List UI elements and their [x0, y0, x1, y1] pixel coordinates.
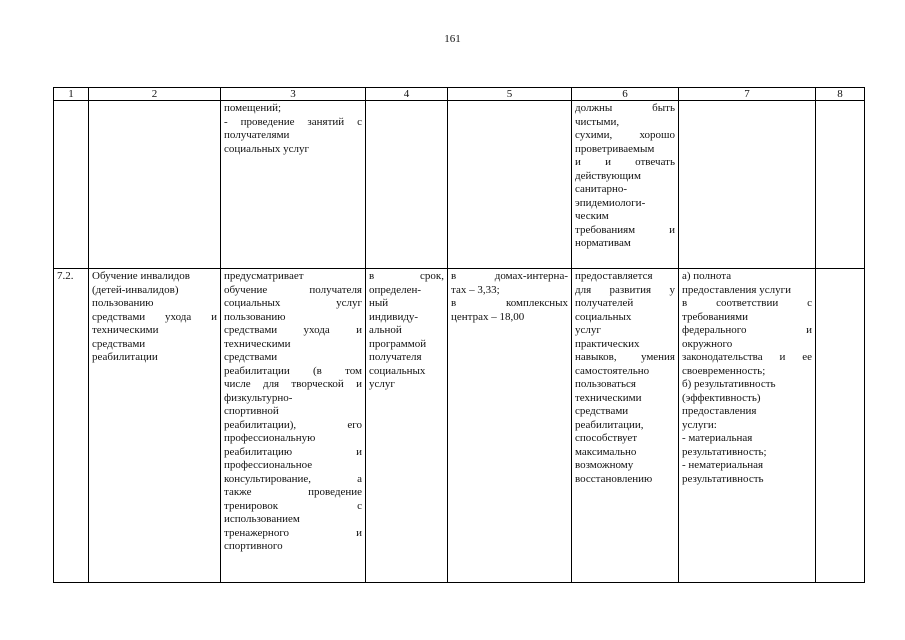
cell-text-line: требованиям и — [575, 223, 675, 236]
cell-text-line: сухими, хорошо — [575, 129, 675, 141]
row-number: 7.2. — [54, 269, 89, 583]
service-quality — [679, 269, 816, 583]
cell-text-line: тренировок с — [224, 499, 362, 512]
cell-text-line: помещений; — [224, 102, 282, 114]
cell-text-line: профессиональное — [224, 459, 313, 471]
cell-text-line: пользоваться — [575, 378, 636, 390]
cell-text-line: в срок, — [369, 270, 444, 282]
cell-text-line: спортивного — [224, 540, 283, 552]
cell-text-line: услуг — [575, 324, 601, 336]
cell-text-line: б) результативность — [682, 378, 776, 390]
cell-text-line: и и отвечать — [575, 156, 675, 168]
cell-text-line: - нематериальная — [682, 459, 764, 471]
cell-text-line: предоставления услуги — [682, 283, 791, 296]
cell-text-line: результативность — [682, 472, 764, 485]
cell-text-line: в комплексных — [451, 297, 568, 309]
service-name — [89, 269, 221, 583]
cell-text-line: реабилитации (в том — [224, 364, 362, 377]
cell-text-line: - проведение занятий с — [224, 115, 362, 128]
continuation-col3 — [221, 101, 366, 269]
cell-text-line: консультирование, а — [224, 472, 362, 485]
cell-text-line: действующим — [575, 169, 641, 182]
cell-text-line: в соответствии с — [682, 297, 812, 309]
header-cell-7: 7 — [679, 88, 816, 101]
cell-text-line: услуг — [369, 378, 395, 390]
row-7-2 — [54, 269, 865, 583]
cell-text-line: средствами ухода и — [224, 324, 362, 336]
header-cell-3: 3 — [221, 88, 366, 101]
cell-text-line: федерального и — [682, 324, 812, 336]
cell-text-line: альной — [369, 324, 402, 336]
cell-text-line: пользованию — [92, 297, 154, 309]
cell-text-line: обучение получателя — [224, 283, 362, 296]
header-row — [54, 88, 865, 101]
cell-text-line: тах – 3,33; — [451, 283, 500, 296]
continuation-col5 — [448, 101, 572, 269]
cell-text-line: средствами ухода и — [92, 310, 217, 323]
continuation-col2 — [89, 101, 221, 269]
cell-text-line: самостоятельно — [575, 364, 650, 377]
cell-text-line: в домах-интерна- — [451, 270, 568, 282]
cell-text-line: (детей-инвалидов) — [92, 283, 179, 296]
header-cell-4: 4 — [366, 88, 448, 101]
cell-text-line: результативность; — [682, 445, 767, 458]
cell-text-line: социальных — [575, 310, 632, 323]
cell-text-line: возможному — [575, 459, 634, 471]
cell-text-line: средствами — [224, 351, 278, 363]
cell-text-line: санитарно- — [575, 183, 628, 195]
cell-text-line: ный — [369, 297, 389, 309]
cell-text-line: своевременность; — [682, 364, 766, 377]
cell-text-line: ческим — [575, 210, 609, 222]
header-cell-8: 8 — [816, 88, 865, 101]
cell-text-line: для развития у — [575, 283, 675, 296]
cell-text-line: спортивной — [224, 405, 279, 417]
header-cell-2: 2 — [89, 88, 221, 101]
cell-text-line: реабилитации), его — [224, 418, 362, 431]
cell-text-line: предоставления — [682, 405, 757, 417]
cell-text-line: реабилитации — [92, 351, 158, 363]
cell-text-line: окружного — [682, 337, 733, 350]
cell-text-line: максимально — [575, 445, 637, 458]
cell-text-line: реабилитации, — [575, 418, 644, 431]
cell-text-line: техническими — [92, 324, 159, 336]
cell-text-line: пользованию — [224, 310, 286, 323]
cell-text-line: техническими — [575, 391, 642, 404]
header-cell-6: 6 — [572, 88, 679, 101]
cell-text-line: эпидемиологи- — [575, 196, 646, 209]
cell-text-line: физкультурно- — [224, 391, 293, 404]
cell-text-line: определен- — [369, 283, 422, 296]
cell-text-line: получателей — [575, 297, 634, 309]
cell-text-line: предусматривает — [224, 270, 304, 282]
cell-text-line: предоставляется — [575, 270, 653, 282]
cell-text-line: средствами — [92, 337, 146, 350]
cell-text-line: индивиду- — [369, 310, 419, 323]
cell-text-line: социальных услуг — [224, 142, 310, 155]
cell-text-line: законодательства и ее — [682, 351, 812, 363]
cell-text-line: средствами — [575, 405, 629, 417]
cell-text-line: чистыми, — [575, 115, 620, 128]
cell-text-line: получателями — [224, 129, 290, 141]
cell-text-line: тренажерного и — [224, 526, 362, 539]
cell-text-line: навыков, умения — [575, 351, 675, 363]
continuation-col1 — [54, 101, 89, 269]
services-table — [53, 87, 865, 583]
row-7-2-col8 — [816, 269, 865, 583]
cell-text-line: центрах – 18,00 — [451, 310, 525, 323]
cell-text-line: также проведение — [224, 486, 362, 498]
header-cell-1: 1 — [54, 88, 89, 101]
header-cell-5: 5 — [448, 88, 572, 101]
continuation-col6 — [572, 101, 679, 269]
cell-text-line: числе для творческой и — [224, 378, 362, 390]
cell-text-line: способствует — [575, 432, 638, 444]
cell-text-line: социальных — [369, 364, 426, 377]
continuation-col4 — [366, 101, 448, 269]
cell-text-line: социальных услуг — [224, 297, 362, 309]
cell-text-line: программой — [369, 337, 427, 350]
cell-text-line: - материальная — [682, 432, 753, 444]
service-tariff — [448, 269, 572, 583]
cell-text-line: практических — [575, 337, 640, 350]
cell-text-line: требованиями — [682, 310, 749, 323]
cell-text-line: восстановлению — [575, 472, 653, 485]
cell-text-line: нормативам — [575, 237, 631, 249]
service-term — [366, 269, 448, 583]
cell-text-line: профессиональную — [224, 432, 316, 444]
cell-text-line: Обучение инвалидов — [92, 270, 190, 282]
continuation-col8 — [816, 101, 865, 269]
cell-text-line: использованием — [224, 513, 300, 525]
cell-text-line: техническими — [224, 337, 291, 350]
service-conditions — [572, 269, 679, 583]
service-content — [221, 269, 366, 583]
cell-text-line: а) полнота — [682, 270, 732, 282]
cell-text-line: проветриваемым — [575, 142, 655, 155]
cell-text-line: должны быть — [575, 102, 675, 114]
cell-text-line: получателя — [369, 351, 422, 363]
continuation-col7 — [679, 101, 816, 269]
cell-text-line: услуги: — [682, 418, 717, 431]
cell-text-line: реабилитацию и — [224, 445, 362, 458]
continuation-row — [54, 101, 865, 269]
page-number: 161 — [444, 33, 461, 45]
cell-text-line: (эффективность) — [682, 391, 761, 404]
